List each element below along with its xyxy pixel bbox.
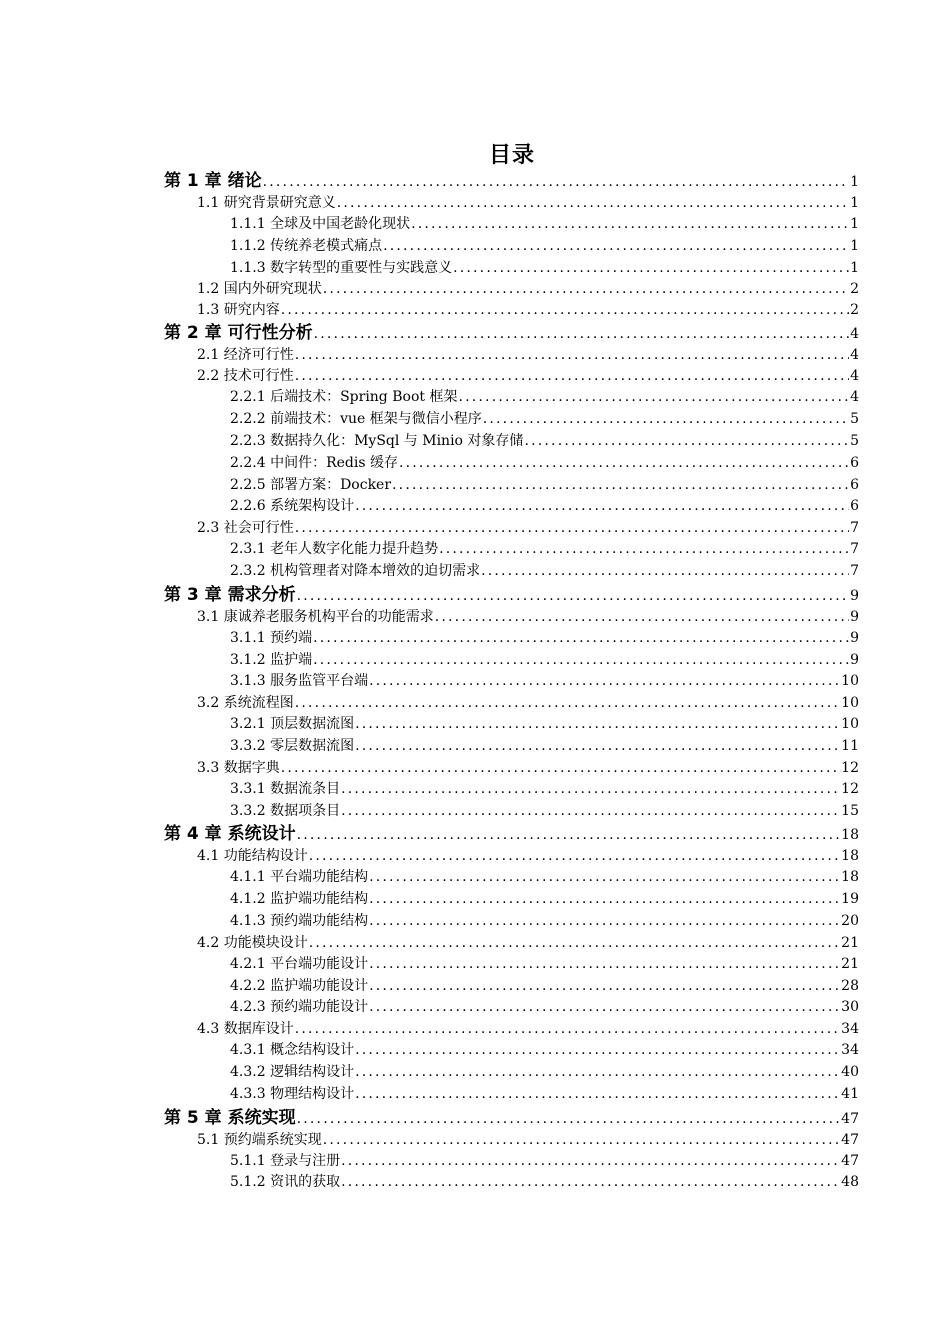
toc-entry[interactable] [0,300,950,321]
toc-entry[interactable] [0,539,950,561]
dot-leader [323,279,849,300]
toc-entry[interactable] [0,846,950,867]
toc-entry[interactable] [0,236,950,258]
toc-entry[interactable] [0,1151,950,1173]
dot-leader [295,345,849,366]
toc-list [0,169,950,1194]
dot-leader [295,366,849,387]
toc-entry[interactable] [0,1019,950,1040]
toc-entry-page-number: 6 [850,476,859,493]
toc-entry-page-number: 47 [841,1110,859,1127]
toc-entry-title: 1.2 国内外研究现状 [197,281,322,298]
toc-entry-title: 3.1.3 服务监管平台端 [230,673,369,690]
toc-entry[interactable] [0,650,950,672]
dot-leader [341,1151,841,1173]
toc-entry-title: 2.2.2 前端技术：vue 框架与微信小程序 [230,411,482,428]
dot-leader [309,846,841,867]
toc-entry[interactable] [0,387,950,409]
toc-entry[interactable] [0,475,950,497]
toc-entry[interactable] [0,453,950,475]
toc-entry[interactable] [0,431,950,453]
toc-entry-title: 3.1 康诚养老服务机构平台的功能需求 [197,608,434,625]
toc-entry[interactable] [0,1062,950,1084]
toc-entry[interactable] [0,693,950,714]
dot-leader [297,823,842,847]
toc-entry-title: 2.1 经济可行性 [197,347,294,364]
toc-entry-title: 2.2.4 中间件：Redis 缓存 [230,454,398,471]
toc-entry-page-number: 30 [841,999,859,1016]
dot-leader [392,475,849,497]
toc-entry[interactable] [0,409,950,431]
toc-entry-page-number: 18 [841,848,859,865]
toc-entry-page-number: 48 [841,1174,859,1191]
toc-entry[interactable] [0,889,950,911]
toc-entry-page-number: 47 [841,1152,859,1169]
toc-entry-page-number: 6 [850,454,859,471]
dot-leader [369,671,841,693]
toc-entry[interactable] [0,1172,950,1194]
toc-entry[interactable] [0,867,950,889]
toc-entry[interactable] [0,976,950,998]
dot-leader [341,1172,841,1194]
toc-entry-page-number: 5 [850,411,859,428]
toc-entry-title: 第 5 章 系统实现 [164,1107,296,1128]
toc-entry-page-number: 21 [841,955,859,972]
dot-leader [481,561,849,583]
toc-entry-page-number: 34 [841,1021,859,1038]
toc-entry-title: 4.3 数据库设计 [197,1021,294,1038]
toc-entry-title: 4.1.2 监护端功能结构 [230,891,369,908]
toc-entry-title: 1.1.1 全球及中国老龄化现状 [230,216,411,232]
dot-leader [369,889,841,911]
dot-leader [281,758,841,779]
toc-entry-title: 3.2 系统流程图 [197,695,294,712]
toc-entry-page-number: 5 [850,432,859,449]
toc-entry-title: 5.1.1 登录与注册 [230,1152,341,1169]
dot-leader [314,322,849,346]
toc-entry-page-number: 10 [841,695,859,712]
toc-entry-title: 4.3.1 概念结构设计 [230,1042,355,1059]
toc-entry-page-number: 2 [850,281,859,298]
toc-entry-page-number: 41 [841,1085,859,1102]
toc-entry-page-number: 10 [841,673,859,690]
dot-leader [439,539,849,561]
dot-leader [453,258,849,280]
toc-entry[interactable] [0,496,950,518]
toc-entry-title: 4.3.2 逻辑结构设计 [230,1063,355,1080]
toc-entry-page-number: 21 [841,934,859,951]
toc-entry-page-number: 7 [850,541,859,558]
toc-entry-title: 2.2.6 系统架构设计 [230,498,355,515]
toc-entry-title: 4.1.3 预约端功能结构 [230,912,369,929]
dot-leader [263,170,849,194]
toc-entry-page-number: 28 [841,977,859,994]
dot-leader [297,1107,842,1131]
toc-entry-page-number: 9 [850,651,859,668]
toc-entry-page-number: 7 [850,520,859,537]
toc-title: 目录 [488,143,535,168]
dot-leader [341,801,841,823]
toc-entry[interactable] [0,169,950,193]
toc-entry-page-number: 1 [850,237,859,254]
toc-entry-title: 2.3.1 老年人数字化能力提升趋势 [230,541,439,558]
toc-entry-page-number: 11 [841,737,859,754]
dot-leader [355,714,841,736]
toc-entry-page-number: 9 [850,629,859,646]
toc-entry[interactable] [0,561,950,583]
dot-leader [411,214,849,236]
toc-entry[interactable] [0,193,950,214]
toc-entry-title: 1.1 研究背景研究意义 [197,195,336,211]
toc-entry-title: 2.2.5 部署方案：Docker [230,476,392,493]
toc-entry[interactable] [0,607,950,628]
toc-entry-title: 4.3.3 物理结构设计 [230,1085,355,1102]
toc-entry[interactable] [0,911,950,933]
toc-entry-title: 第 2 章 可行性分析 [164,323,313,344]
dot-leader [313,650,849,672]
toc-entry[interactable] [0,321,950,345]
toc-entry-title: 4.2.2 监护端功能设计 [230,977,369,994]
toc-entry-page-number: 19 [841,891,859,908]
toc-entry-page-number: 18 [841,869,859,886]
dot-leader [337,193,849,214]
toc-entry[interactable] [0,779,950,801]
toc-entry[interactable] [0,345,950,366]
toc-entry-title: 2.2 技术可行性 [197,368,294,385]
toc-entry-page-number: 7 [850,562,859,579]
dot-leader [295,693,841,714]
toc-entry-title: 3.2.1 顶层数据流图 [230,716,355,733]
toc-entry-page-number: 6 [850,498,859,515]
toc-entry[interactable] [0,258,950,280]
dot-leader [369,976,841,998]
toc-entry-page-number: 12 [841,759,859,776]
toc-entry-page-number: 47 [841,1131,859,1148]
dot-leader [355,736,841,758]
toc-entry-page-number: 2 [850,302,859,319]
toc-entry-title: 5.1 预约端系统实现 [197,1131,322,1148]
toc-entry[interactable] [0,366,950,387]
toc-entry[interactable] [0,997,950,1019]
toc-entry-title: 4.2.3 预约端功能设计 [230,999,369,1016]
dot-leader [355,1062,841,1084]
toc-entry-title: 4.1 功能结构设计 [197,848,308,865]
toc-entry-page-number: 1 [850,174,859,190]
toc-entry-title: 1.3 研究内容 [197,302,280,319]
dot-leader [313,628,849,650]
toc-entry[interactable] [0,714,950,736]
toc-entry-page-number: 18 [841,827,859,844]
toc-entry[interactable] [0,954,950,976]
dot-leader [369,911,841,933]
dot-leader [295,518,849,539]
dot-leader [483,409,849,431]
toc-entry-page-number: 1 [850,259,859,276]
toc-entry-title: 1.1.2 传统养老模式痛点 [230,237,383,254]
dot-leader [524,431,849,453]
toc-entry[interactable] [0,758,950,779]
toc-entry-title: 2.3.2 机构管理者对降本增效的迫切需求 [230,562,481,579]
toc-entry[interactable] [0,1130,950,1151]
toc-entry[interactable] [0,822,950,846]
toc-entry-title: 2.2.1 后端技术：Spring Boot 框架 [230,389,458,406]
toc-entry-page-number: 20 [841,912,859,929]
dot-leader [369,867,841,889]
toc-entry-title: 5.1.2 资讯的获取 [230,1174,341,1191]
toc-entry-title: 1.1.3 数字转型的重要性与实践意义 [230,259,453,276]
toc-entry-page-number: 4 [850,347,859,364]
toc-entry-title: 2.2.3 数据持久化：MySql 与 Minio 对象存储 [230,432,524,449]
toc-entry-title: 4.2.1 平台端功能设计 [230,955,369,972]
dot-leader [369,954,841,976]
toc-entry[interactable] [0,583,950,607]
toc-entry-title: 4.2 功能模块设计 [197,934,308,951]
dot-leader [435,607,849,628]
toc-entry-title: 第 3 章 需求分析 [164,584,296,605]
toc-entry-title: 3.3.2 零层数据流图 [230,737,355,754]
toc-entry-page-number: 12 [841,780,859,797]
toc-entry[interactable] [0,1106,950,1130]
dot-leader [399,453,849,475]
toc-entry[interactable] [0,1040,950,1062]
toc-entry-page-number: 9 [850,608,859,625]
toc-entry[interactable] [0,1084,950,1106]
dot-leader [295,1019,841,1040]
toc-entry-title: 3.3.2 数据项条目 [230,802,341,819]
dot-leader [355,1084,841,1106]
toc-entry-page-number: 10 [841,716,859,733]
toc-entry[interactable] [0,279,950,300]
toc-entry-page-number: 40 [841,1063,859,1080]
toc-entry-page-number: 4 [850,389,859,406]
toc-entry-title: 4.1.1 平台端功能结构 [230,869,369,886]
toc-entry-title: 第 1 章 绪论 [164,171,262,191]
dot-leader [323,1130,841,1151]
dot-leader [341,779,841,801]
toc-entry-title: 3.1.2 监护端 [230,651,313,668]
toc-entry-title: 3.3 数据字典 [197,759,280,776]
toc-entry[interactable] [0,801,950,823]
toc-entry-title: 第 4 章 系统设计 [164,824,296,845]
toc-entry-title: 3.1.1 预约端 [230,629,313,646]
toc-entry-title: 3.3.1 数据流条目 [230,780,341,797]
toc-entry-page-number: 4 [850,368,859,385]
toc-entry[interactable] [0,518,950,539]
toc-entry[interactable] [0,671,950,693]
dot-leader [458,387,849,409]
dot-leader [309,933,841,954]
toc-entry[interactable] [0,736,950,758]
toc-entry[interactable] [0,214,950,236]
toc-entry-page-number: 9 [850,587,859,604]
toc-entry-page-number: 34 [841,1042,859,1059]
toc-entry-page-number: 15 [841,802,859,819]
dot-leader [383,236,849,258]
dot-leader [355,496,849,518]
toc-entry-title: 2.3 社会可行性 [197,520,294,537]
toc-entry-page-number: 1 [850,195,859,211]
toc-entry[interactable] [0,628,950,650]
toc-entry-page-number: 4 [850,326,859,343]
toc-entry[interactable] [0,933,950,954]
dot-leader [297,584,849,608]
dot-leader [281,300,849,321]
dot-leader [355,1040,841,1062]
toc-entry-page-number: 1 [850,216,859,232]
dot-leader [369,997,841,1019]
